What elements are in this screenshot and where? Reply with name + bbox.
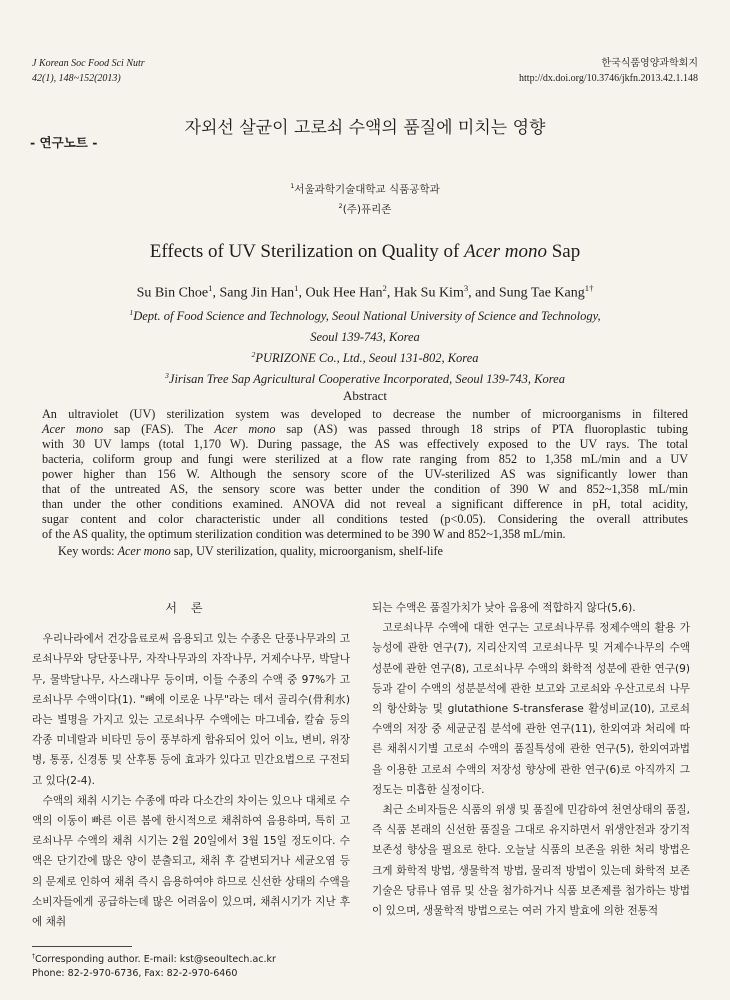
journal-name: J Korean Soc Food Sci Nutr [32,58,145,69]
english-title: Effects of UV Sterilization on Quality of Acer mono Sap [149,241,581,262]
journal-volume: 42(1), 148~152(2013) [32,73,121,84]
abstract-line: Acer mono sap (FAS). The Acer mono sap (AS) was passed through 18 strips of PTA fluoroplastic tubing [42,422,689,436]
body-paragraph: 되는 수액은 품질가치가 낮아 음용에 적합하지 않다(5,6). [372,602,636,614]
footnote [32,950,276,981]
body-right-column [372,598,690,921]
body-left-column [32,598,350,932]
abstract-line: An ultraviolet (UV) sterilization system was developed to decrease the number of microorganisms in filtered [42,407,688,421]
affiliation-line: $^3$Jirisan Tree Sap Agricultural Cooperative Incorporated, Seoul 139-743, Korea [165,371,565,387]
abstract-line: than under the other conditions examined. ANOVA did not reveal a significant difference in pH, total acidity, [42,497,688,511]
abstract-heading: Abstract [342,388,388,403]
article-type: - 연구노트 - [30,135,98,150]
abstract-line: sugar content and color characteristic under all conditions tested (p<0.05). Considering the overall attributes [42,512,688,526]
abstract-line: of the AS quality, the optimum sterilization condition was determined to be 390 W and 852~1,358 mL/min. [42,527,566,541]
abstract-line: power higher than 156 W. Although the sensory score of the UV-sterilized AS was significantly lower than [42,467,688,481]
journal-doi-block [519,56,698,86]
corresponding-author: †Corresponding author. E-mail: kst@seoultech.ac.kr [32,954,276,966]
author: Sung Tae Kang [498,285,585,301]
affiliation-line: Seoul 139-743, Korea [310,330,420,345]
abstract-line: bacteria, coliform group and fungi were sterilized at a flow rate ranging from 852 to 1,358 mL/min and a UV [42,452,688,466]
keywords: Key words: Acer mono sap, UV sterilization, quality, microorganism, shelf-life [58,544,443,558]
english-affiliations [0,304,730,389]
korean-affiliations [0,178,730,217]
abstract-line: that of the untreated AS, the sensory score was better under the condition of 390 W and 852~1,358 mL/min [42,482,688,496]
affiliation-line: $^2$PURIZONE Co., Ltd., Seoul 131-802, Korea [251,350,479,366]
contact-phone: Phone: 82-2-970-6736, Fax: 82-2-970-6460 [32,968,238,980]
author: Hak Su Kim [393,285,464,301]
abstract-text [42,407,688,542]
author-list: Su Bin Choe$^1$, Sang Jin Han$^1$, Ouk Hee Han$^2$, Hak Su Kim$^3$, and Sung Tae Kang$^{1\dagger}$ [136,283,594,301]
doi-link[interactable]: http://dx.doi.org/10.3746/jkfn.2013.42.1.148 [519,73,698,84]
journal-citation [32,56,145,86]
author: Su Bin Choe [136,285,209,301]
author: Sang Jin Han [219,285,295,301]
korean-affiliation-1: $^1$서울과학기술대학교 식품공학과 [290,182,440,196]
abstract-line: with 30 UV lamps (total 1,170 W). During passage, the AS was effectively exposed to the UV rays. The total [42,437,688,451]
body-paragraph: 우리나라에서 건강음료로써 음용되고 있는 수종은 단풍나무과의 고로쇠나무와 당단풍나무, 자작나무과의 자작나무, 거제수나무, 박달나무, 물박달나무, 사스래나무 등이며, 이들 수종의 수액 중 97%가 고로쇠나무 수액이다(1). "뼈에 이로운 나무"라는 데서 골리수(骨利水)라는 별명을 가지고 있는 고로쇠나무 수액에는 마그네슘, 칼슘 등의 각종 미네랄과 비타민 등이 풍부하게 함유되어 있어 이뇨, 변비, 위장병, 통풍, 신경통 및 산후통 등에 효과가 있다고 민간요법으로 구전되고 있다(2-4). [32,633,350,787]
author: Ouk Hee Han [305,285,383,301]
body-paragraph: 수액의 채취 시기는 수종에 따라 다소간의 차이는 있으나 대체로 수액의 이동이 빠른 이른 봄에 한시적으로 채취하여 음용하며, 특히 고로쇠나무 수액의 채취 시기는 2월 20일에서 3월 15일 정도이다. 수액은 단기간에 많은 양이 분출되고, 채취 후 갈변되거나 세균오염 등의 문제로 인하여 채취 즉시 음용하여야 하므로 신선한 상태의 수액을 소비자들에게 공급하는데 많은 어려움이 있으며, 채취시기가 지난 후에 채취 [32,794,350,929]
body-paragraph: 고로쇠나무 수액에 대한 연구는 고로쇠나무류 정제수액의 활용 가능성에 관한 연구(7), 지리산지역 고로쇠나무 및 거제수나무의 수액성분에 관한 연구(8), 고로쇠나무 수액의 화학적 성분에 관한 연구(9) 등과 같이 수액의 성분분석에 관한 보고와 고로쇠와 우산고로쇠 나무의 항산화능 및 glutathione S-transferase 활성비교(10), 고로쇠 수액의 저장 중 세균군집 분석에 관한 연구(11), 한외여과 처리에 따른 채취시기별 고로쇠 수액의 품질특성에 관한 연구(5), 한외여과법을 이용한 고로쇠 수액의 저장성 향상에 관한 연구(6)로 아직까지 그 정도는 미흡한 실정이다. [372,622,690,796]
footnote-divider [32,946,132,947]
body-paragraph: 최근 소비자들은 식품의 위생 및 품질에 민감하여 천연상태의 품질, 즉 식품 본래의 신선한 품질을 그대로 유지하면서 위생안전과 장기적 보존성 향상을 필요로 한다. 오늘날 식품의 보존을 위한 처리 방법은 크게 화학적 방법, 생물학적 방법, 물리적 방법이 있는데 화학적 보존기술은 당류나 염류 및 산을 첨가하거나 식품 보존제를 첨가하는 방법이 있으며, 생물학적 방법으로는 여러 가지 발효에 의한 전통적 [372,804,690,918]
section-heading: 서론 [165,601,217,615]
korean-affiliation-2: $^2$(주)퓨리존 [338,201,392,215]
korean-title: 자외선 살균이 고로쇠 수액의 품질에 미치는 영향 [184,118,546,138]
affiliation-line: $^1$Dept. of Food Science and Technology, Seoul National University of Science and Technology, [129,308,601,324]
journal-korean-name: 한국식품영양과학회지 [601,58,698,69]
